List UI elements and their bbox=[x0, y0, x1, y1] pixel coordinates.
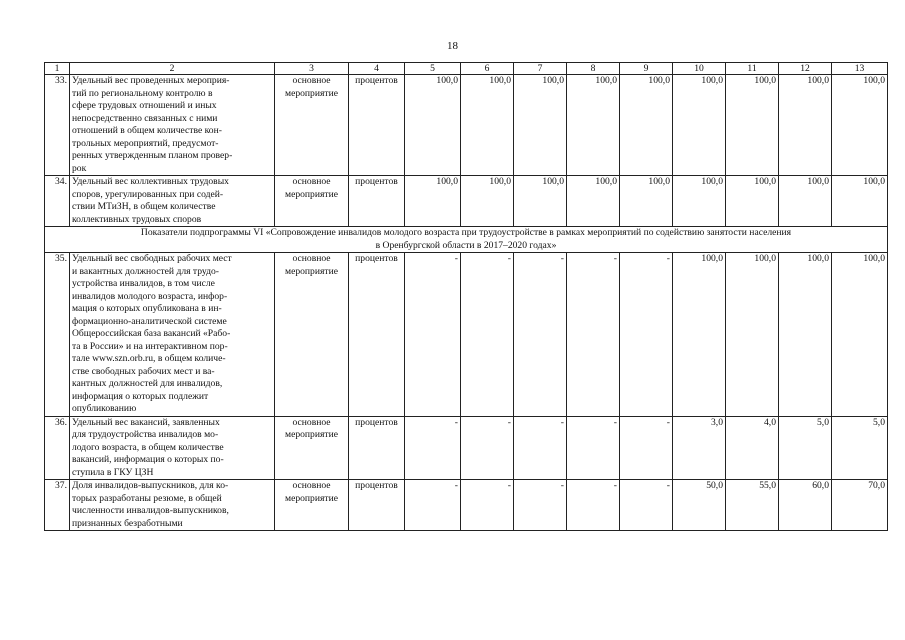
indicator-name-line: и вакантных должностей для трудо- bbox=[72, 265, 219, 277]
indicator-name-line: ступила в ГКУ ЦЗН bbox=[72, 466, 154, 478]
measure-type bbox=[275, 480, 349, 531]
column-header-2: 2 bbox=[70, 63, 275, 75]
value-cell: 5,0 bbox=[779, 416, 832, 480]
column-header-4: 4 bbox=[349, 63, 405, 75]
header-row bbox=[45, 63, 888, 75]
indicator-name-line: кантных должностей для инвалидов, bbox=[72, 378, 223, 389]
measure-type-line: основное bbox=[292, 416, 331, 428]
value-cell: 100,0 bbox=[567, 75, 620, 176]
indicator-name-line: опубликованию bbox=[72, 403, 137, 414]
indicator-name-line: Удельный вес свободных рабочих мест bbox=[72, 253, 232, 264]
value-cell: 100,0 bbox=[832, 253, 888, 417]
column-header-10: 10 bbox=[673, 63, 726, 75]
column-header-9: 9 bbox=[620, 63, 673, 75]
unit-of-measure: процентов bbox=[349, 75, 405, 176]
row-number: 34. bbox=[45, 176, 70, 227]
indicator-name-line: тале www.szn.orb.ru, в общем количе- bbox=[72, 353, 226, 364]
measure-type-line: мероприятие bbox=[285, 188, 338, 200]
indicator-name-line: коллективных трудовых споров bbox=[72, 213, 202, 225]
indicator-name-line: Общероссийская база вакансий «Рабо- bbox=[72, 328, 231, 339]
indicator-name bbox=[70, 480, 275, 531]
indicator-name-line: Удельный вес вакансий, заявленных bbox=[72, 416, 220, 428]
row-number: 35. bbox=[45, 253, 70, 417]
value-cell: 55,0 bbox=[726, 480, 779, 531]
column-header-7: 7 bbox=[514, 63, 567, 75]
indicator-name-line: непосредственно связанных с ними bbox=[72, 112, 218, 124]
indicator-name-line: трольных мероприятий, предусмот- bbox=[72, 137, 219, 149]
indicator-name-line: отношений в общем количестве кон- bbox=[72, 125, 222, 136]
section-title bbox=[45, 227, 888, 253]
value-cell: 4,0 bbox=[726, 416, 779, 480]
value-cell: - bbox=[567, 416, 620, 480]
value-cell: 100,0 bbox=[405, 75, 461, 176]
indicator-name-line: Удельный вес коллективных трудовых bbox=[72, 176, 229, 187]
column-header-5: 5 bbox=[405, 63, 461, 75]
indicator-name-line: та в России» и на интерактивном пор- bbox=[72, 340, 228, 352]
indicator-name-line: мация о которых опубликована в ин- bbox=[72, 303, 222, 314]
value-cell: 100,0 bbox=[673, 75, 726, 176]
table-row bbox=[45, 416, 888, 480]
unit-of-measure: процентов bbox=[349, 480, 405, 531]
table-header bbox=[45, 63, 888, 75]
value-cell: 100,0 bbox=[461, 176, 514, 227]
measure-type-line: основное bbox=[292, 480, 331, 491]
value-cell: 100,0 bbox=[832, 176, 888, 227]
measure-type-line: основное bbox=[292, 176, 331, 187]
indicator-name-line: ренных утвержденным планом провер- bbox=[72, 150, 233, 161]
indicator-name-line: лодого возраста, в общем количестве bbox=[72, 441, 224, 453]
value-cell: 5,0 bbox=[832, 416, 888, 480]
page-number: 18 bbox=[447, 40, 458, 52]
value-cell: - bbox=[620, 416, 673, 480]
value-cell: - bbox=[514, 253, 567, 417]
value-cell: 100,0 bbox=[779, 176, 832, 227]
value-cell: 100,0 bbox=[673, 253, 726, 417]
value-cell: - bbox=[567, 253, 620, 417]
measure-type-line: основное bbox=[292, 253, 331, 264]
value-cell: 70,0 bbox=[832, 480, 888, 531]
value-cell: 100,0 bbox=[405, 176, 461, 227]
indicator-name bbox=[70, 416, 275, 480]
indicator-name-line: споров, урегулированных при содей- bbox=[72, 188, 224, 200]
value-cell: - bbox=[405, 416, 461, 480]
measure-type bbox=[275, 75, 349, 176]
value-cell: 100,0 bbox=[726, 75, 779, 176]
indicator-name-line: торых разработаны резюме, в общей bbox=[72, 492, 222, 504]
row-number: 33. bbox=[45, 75, 70, 176]
value-cell: 100,0 bbox=[620, 75, 673, 176]
unit-of-measure: процентов bbox=[349, 416, 405, 480]
column-header-11: 11 bbox=[726, 63, 779, 75]
table-row bbox=[45, 75, 888, 176]
table-row bbox=[45, 253, 888, 417]
value-cell: - bbox=[514, 480, 567, 531]
section-header-row bbox=[45, 227, 888, 253]
indicator-name-line: Удельный вес проведенных мероприя- bbox=[72, 75, 230, 86]
column-header-8: 8 bbox=[567, 63, 620, 75]
value-cell: 100,0 bbox=[514, 176, 567, 227]
column-header-6: 6 bbox=[461, 63, 514, 75]
indicators-table bbox=[44, 62, 888, 531]
measure-type-line: мероприятие bbox=[285, 87, 338, 99]
measure-type-line: основное bbox=[292, 75, 331, 86]
indicator-name-line: рок bbox=[72, 162, 87, 174]
indicator-name-line: численности инвалидов-выпускников, bbox=[72, 505, 229, 516]
column-header-1: 1 bbox=[45, 63, 70, 75]
value-cell: - bbox=[620, 253, 673, 417]
unit-of-measure: процентов bbox=[349, 253, 405, 417]
indicator-name bbox=[70, 75, 275, 176]
column-header-12: 12 bbox=[779, 63, 832, 75]
column-header-3: 3 bbox=[275, 63, 349, 75]
table-body bbox=[45, 75, 888, 531]
measure-type-line: мероприятие bbox=[285, 265, 338, 277]
indicator-name-line: стве свободных рабочих мест и ва- bbox=[72, 365, 215, 377]
indicator-name bbox=[70, 176, 275, 227]
value-cell: - bbox=[514, 416, 567, 480]
value-cell: 100,0 bbox=[461, 75, 514, 176]
indicator-name-line: тий по региональному контролю в bbox=[72, 87, 213, 99]
value-cell: 100,0 bbox=[673, 176, 726, 227]
measure-type bbox=[275, 253, 349, 417]
value-cell: 3,0 bbox=[673, 416, 726, 480]
section-title-line: в Оренбургской области в 2017–2020 годах» bbox=[375, 239, 557, 251]
value-cell: 60,0 bbox=[779, 480, 832, 531]
value-cell: 100,0 bbox=[779, 75, 832, 176]
indicator-name-line: инвалидов молодого возраста, инфор- bbox=[72, 290, 228, 302]
value-cell: 50,0 bbox=[673, 480, 726, 531]
indicator-name-line: ствии МТиЗН, в общем количестве bbox=[72, 201, 216, 212]
value-cell: 100,0 bbox=[726, 176, 779, 227]
value-cell: - bbox=[461, 416, 514, 480]
value-cell: - bbox=[567, 480, 620, 531]
value-cell: - bbox=[405, 480, 461, 531]
value-cell: 100,0 bbox=[514, 75, 567, 176]
indicator-name-line: формационно-аналитической системе bbox=[72, 315, 227, 327]
value-cell: - bbox=[620, 480, 673, 531]
unit-of-measure: процентов bbox=[349, 176, 405, 227]
indicator-name-line: устройства инвалидов, в том числе bbox=[72, 278, 215, 289]
value-cell: - bbox=[461, 253, 514, 417]
value-cell: - bbox=[461, 480, 514, 531]
value-cell: - bbox=[405, 253, 461, 417]
section-title-line: Показатели подпрограммы VI «Сопровождение инвалидов молодого возраста при трудоустройстве в рамках мероприятий по содействию занятости населения bbox=[140, 227, 792, 238]
indicator-name-line: сфере трудовых отношений и иных bbox=[72, 100, 217, 111]
measure-type bbox=[275, 176, 349, 227]
table-row bbox=[45, 480, 888, 531]
indicator-name bbox=[70, 253, 275, 417]
indicator-name-line: информация о которых подлежит bbox=[72, 390, 209, 402]
value-cell: 100,0 bbox=[620, 176, 673, 227]
value-cell: 100,0 bbox=[726, 253, 779, 417]
measure-type bbox=[275, 416, 349, 480]
indicator-name-line: Доля инвалидов-выпускников, для ко- bbox=[72, 480, 229, 491]
value-cell: 100,0 bbox=[779, 253, 832, 417]
value-cell: 100,0 bbox=[832, 75, 888, 176]
table-row bbox=[45, 176, 888, 227]
indicator-name-line: для трудоустройства инвалидов мо- bbox=[72, 429, 219, 440]
measure-type-line: мероприятие bbox=[285, 492, 338, 504]
row-number: 37. bbox=[45, 480, 70, 531]
value-cell: 100,0 bbox=[567, 176, 620, 227]
row-number: 36. bbox=[45, 416, 70, 480]
column-header-13: 13 bbox=[832, 63, 888, 75]
indicator-name-line: вакансий, информация о которых по- bbox=[72, 454, 224, 465]
measure-type-line: мероприятие bbox=[285, 429, 338, 440]
indicator-name-line: признанных безработными bbox=[72, 517, 183, 529]
